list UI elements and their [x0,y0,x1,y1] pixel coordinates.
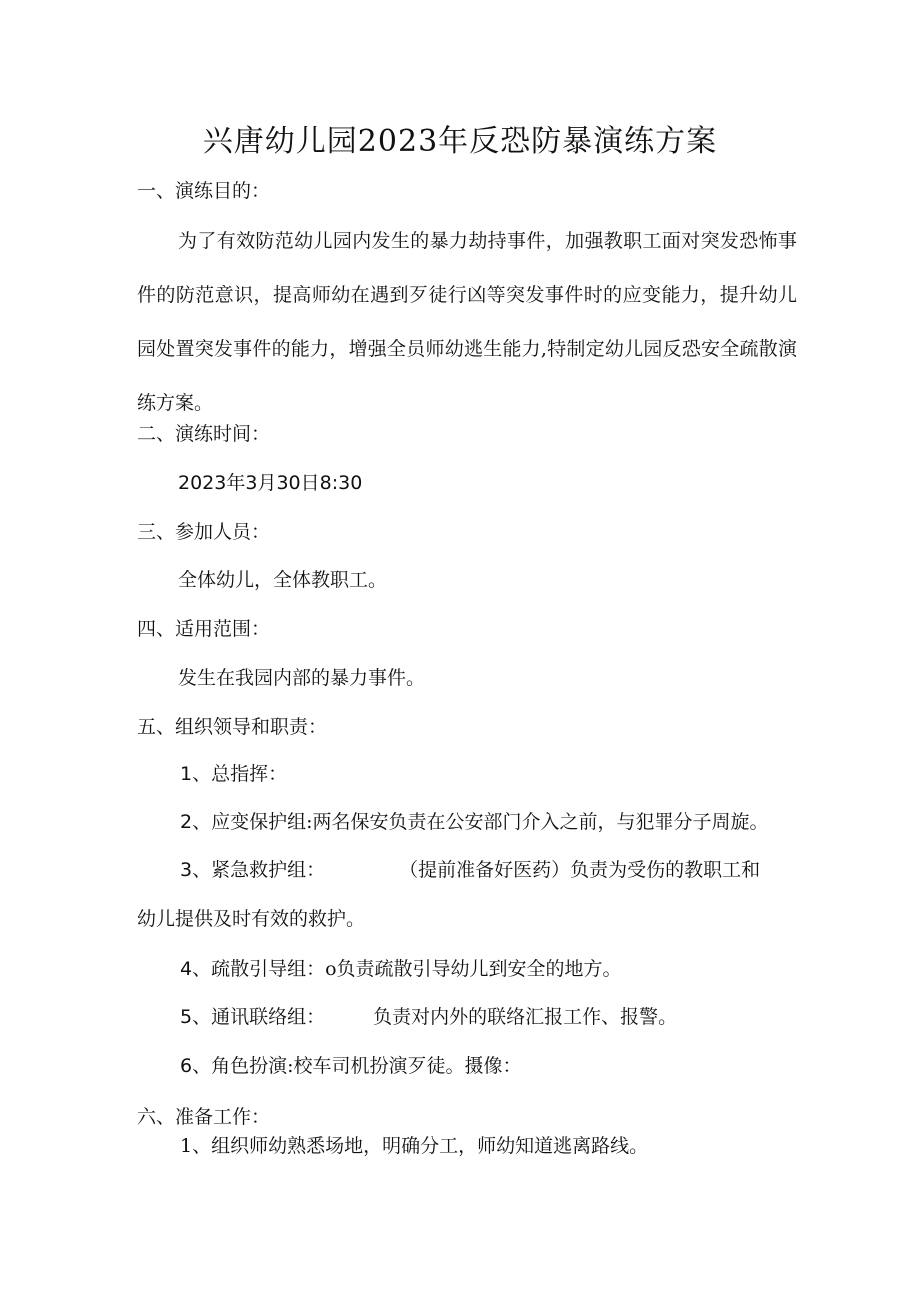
section-heading-purpose: 一、演练目的： [137,180,271,202]
org-item-6 [180,1052,522,1080]
org-item-text: 负责对内外的联络汇报工作、报警。 [373,1006,678,1028]
org-item-text: 角色扮演:校车司机扮演歹徒。摄像： [211,1055,522,1077]
section-heading-organization: 五、组织领导和职责： [137,716,328,738]
org-item-text: 应变保护组:两名保安负责在公安部门介入之前，与犯罪分子周旋。 [211,811,769,833]
org-item-text: （提前准备好医药）负责为受伤的教职工和 [399,859,761,881]
org-item-number: 6、 [180,1055,212,1077]
section-heading-participants: 三、参加人员： [137,521,271,543]
org-item-label: 通讯联络组： [211,1006,326,1028]
org-item-number: 3、 [180,859,212,881]
org-item-text: o负责疏散引导幼儿到安全的地方。 [325,958,622,980]
section-heading-time: 二、演练时间： [137,423,271,445]
drill-time-value: 2023年3月30日8:30 [178,472,363,494]
section-heading-scope: 四、适用范围： [137,618,271,640]
participants-value: 全体幼儿，全体教职工。 [178,569,388,591]
org-item-label: 疏散引导组： [211,958,326,980]
org-item-number: 4、 [180,958,212,980]
org-item-number: 5、 [180,1006,212,1028]
preparation-item-1: 1、组织师幼熟悉场地，明确分工，师幼知道逃离路线。 [180,1135,649,1157]
org-item-1 [180,760,287,788]
section-heading-preparation: 六、准备工作： [137,1106,271,1128]
org-item-3 [180,856,760,884]
org-item-4 [180,955,622,983]
org-item-number: 2、 [180,811,212,833]
document-title: 兴唐幼儿园2023年反恐防暴演练方案 [202,124,718,159]
purpose-paragraph: 为了有效防范幼儿园内发生的暴力劫持事件，加强教职工面对突发恐怖事件的防范意识，提高师幼在遇到歹徒行凶等突发事件时的应变能力，提升幼儿园处置突发事件的能力，增强全员师幼逃生能力,特制定幼儿园反恐安全疏散演练方案。 [137,230,797,414]
org-item-number: 1、 [180,763,212,785]
org-item-5 [180,1003,677,1031]
scope-value: 发生在我园内部的暴力事件。 [178,667,426,689]
org-item-text: 总指挥： [211,763,288,785]
org-item-label: 紧急救护组： [211,859,326,881]
org-item-2 [180,808,769,836]
org-item-3-continuation: 幼儿提供及时有效的救护。 [137,908,366,930]
